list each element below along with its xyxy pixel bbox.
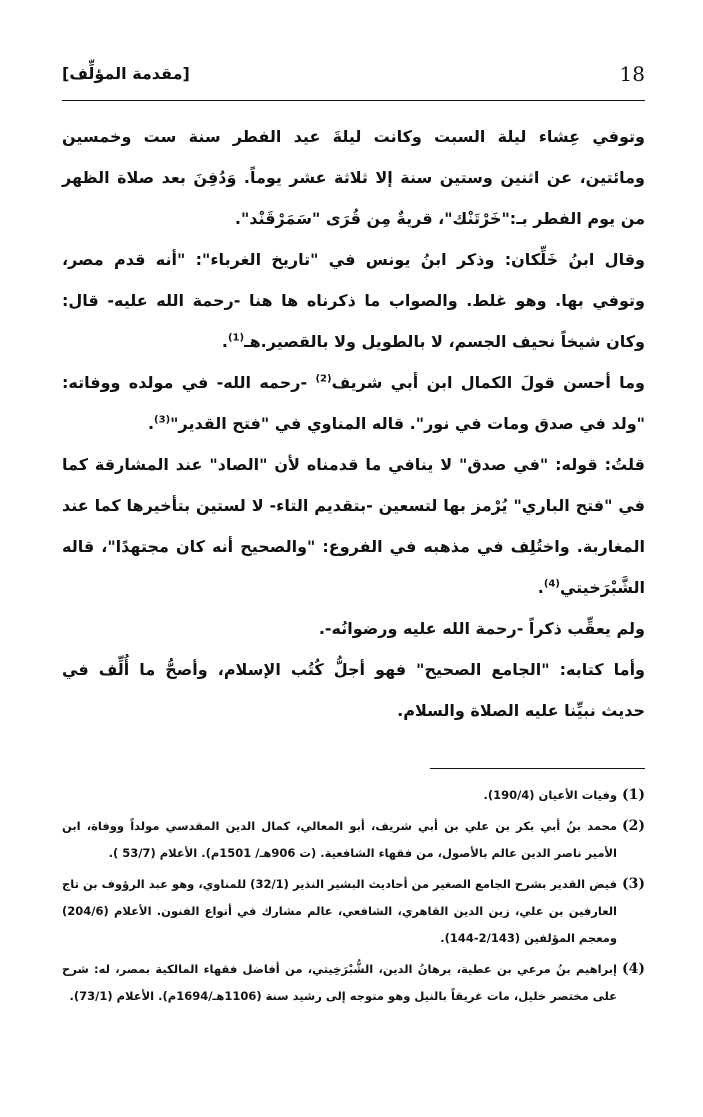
footnote-text: فيض القدير بشرح الجامع الصغير من أحاديث البشير النذير (32/1) للمناوي، وهو عبد الرؤوف بن تاج العارفين بن علي، زين الدين القاهري، الشافعي، عالم مشارك في أنواع الفنون. الأعلام (204/6) ومعجم المؤلفين (2/143-144). bbox=[62, 877, 617, 945]
footnotes bbox=[62, 782, 645, 1014]
footnote-ref-2: (2) bbox=[315, 373, 332, 385]
page-header bbox=[62, 58, 645, 101]
footnote-text: وفيات الأعيان (190/4). bbox=[483, 788, 617, 802]
footnote-number: (4) bbox=[622, 961, 645, 977]
footnote-4 bbox=[62, 956, 645, 1010]
running-title: [مقدمة المؤلِّف] bbox=[62, 64, 190, 83]
footnote-number: (2) bbox=[622, 818, 645, 834]
paragraph-ibn-khallikan bbox=[62, 239, 645, 362]
footnote-2 bbox=[62, 813, 645, 867]
paragraph-text: وقال ابنُ خَلِّكان: وذكر ابنُ يونس في "تاريخ الغرباء": "أنه قدم مصر، وتوفي بها. وهو غلط. والصواب ما ذكرناه ها هنا -رحمة الله عليه- قال: وكان شيخاً نحيف الجسم، لا بالطويل ولا بالقصير.هـ bbox=[62, 250, 645, 351]
main-text bbox=[62, 116, 645, 731]
footnote-text: محمد بنُ أبي بكر بن علي بن أبي شريف، أبو المعالي، كمال الدين المقدسي مولداً ووفاة، ابن الأمير ناصر الدين عالم بالأصول، من فقهاء الشافعية. (ت 906هـ/ 1501م). الأعلام (53/7 ). bbox=[62, 819, 617, 860]
footnote-number: (1) bbox=[622, 787, 645, 803]
paragraph-text: قلتُ: قوله: "في صدق" لا ينافي ما قدمناه لأن "الصاد" عند المشارقة كما في "فتح الباري" يُرْمز بها لتسعين -بتقديم التاء- لا لستين بتأخيرها كما عند المغاربة. واختُلِف في مذهبه في الفروع: "والصحيح أنه كان مجتهدًا"، قاله الشَّبْرَخيتي bbox=[62, 455, 645, 597]
page-number: 18 bbox=[619, 62, 645, 86]
paragraph-end: . bbox=[147, 414, 155, 433]
paragraph-text: -رحمه الله- في مولده ووفاته: "ولد في صدق ومات في نور". قاله المناوي في "فتح القدير" bbox=[62, 373, 645, 433]
footnote-1 bbox=[62, 782, 645, 809]
footnote-number: (3) bbox=[622, 876, 645, 892]
paragraph-descendants: ولم يعقِّب ذكراً -رحمة الله عليه ورضوانُه-. bbox=[318, 619, 645, 638]
footnote-ref-1: (1) bbox=[227, 332, 245, 344]
paragraph-end: . bbox=[221, 332, 228, 351]
footnote-3 bbox=[62, 871, 645, 952]
paragraph-qultu bbox=[62, 444, 645, 608]
footnote-ref-4: (4) bbox=[543, 578, 560, 590]
paragraph-end: . bbox=[537, 578, 544, 597]
paragraph-book: وأما كتابه: "الجامع الصحيح" فهو أجلُّ كُتُب الإسلام، وأصحُّ ما أُلِّف في حديث نبيِّنا عليه الصلاة والسلام. bbox=[62, 660, 645, 720]
footnote-ref-3: (3) bbox=[154, 414, 171, 426]
paragraph-text: وما أحسن قولَ الكمال ابن أبي شريف bbox=[331, 373, 646, 392]
paragraph-death: وتوفي عِشاء ليلة السبت وكانت ليلةَ عيد الفطر سنة ست وخمسين ومائتين، عن اثنين وستين سنة إلا ثلاثة عشر يوماً. وَدُفِنَ بعد صلاة الظهر من يوم الفطر بـ:"خَرْتَنْك"، قريةٌ مِن قُرَى "سَمَرْقَنْد". bbox=[62, 127, 645, 228]
footnote-text: إبراهيم بنُ مرعي بن عطية، برهانُ الدين، الشُّبْرَخِيتي، من أفاضل فقهاء المالكية بمصر، له: شرح على مختصر خليل، مات غريقاً بالنيل وهو متوجه إلى رشيد سنة (1106هـ/1694م). الأعلام (73/1). bbox=[62, 962, 617, 1003]
footnote-divider bbox=[430, 768, 645, 769]
paragraph-kamal bbox=[62, 362, 645, 444]
